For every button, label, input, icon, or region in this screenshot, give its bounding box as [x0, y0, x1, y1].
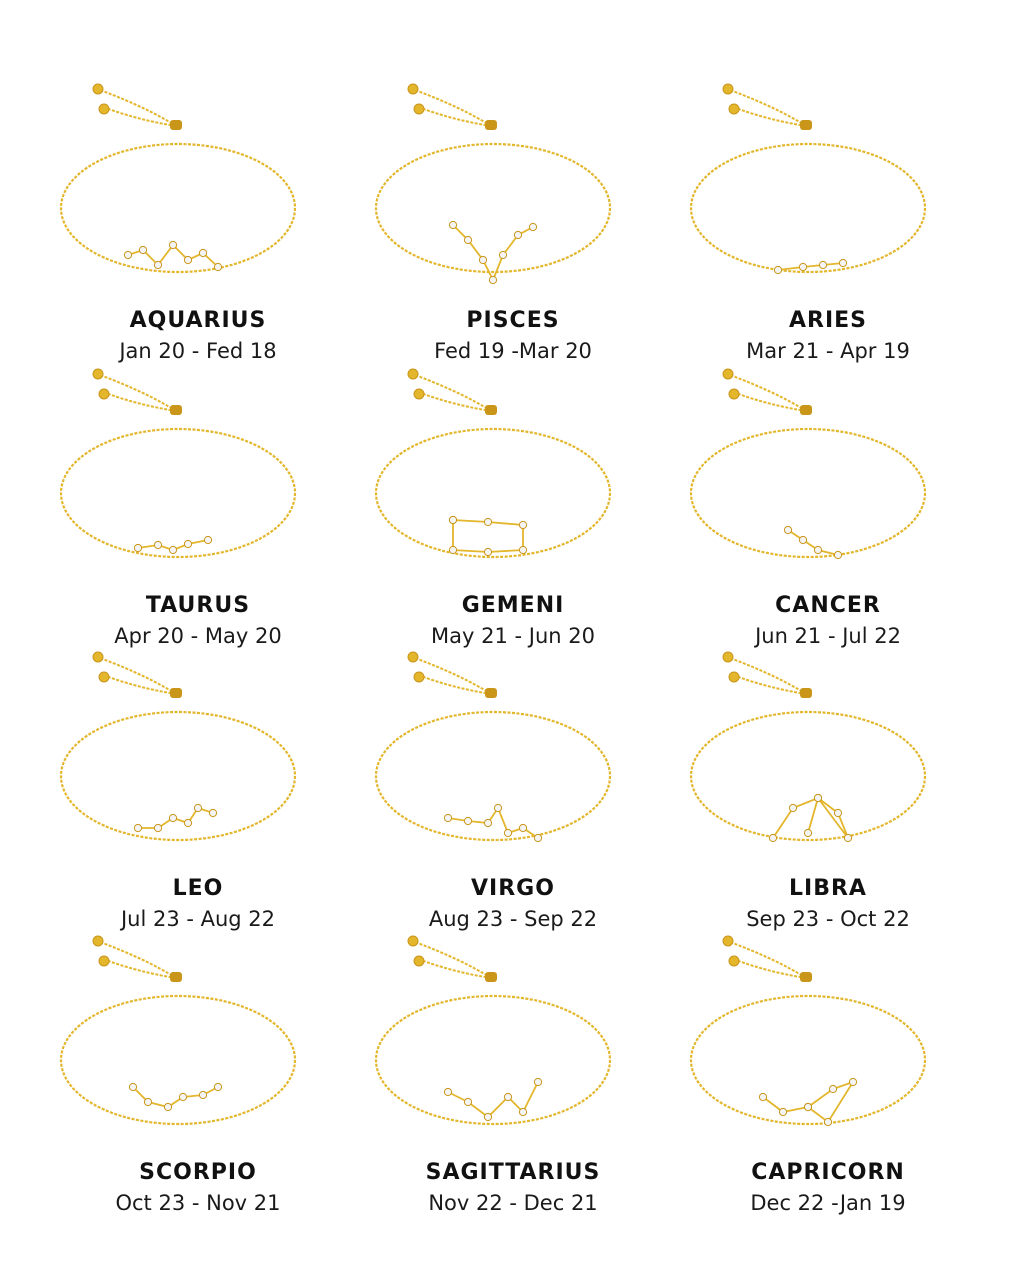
virgo-constellation-bracelet-icon — [353, 648, 673, 873]
cancer-constellation-bracelet-icon — [668, 365, 988, 590]
zodiac-card-libra[interactable] — [668, 648, 988, 933]
zodiac-card-leo[interactable] — [38, 648, 358, 933]
sign-name: SCORPIO — [139, 1160, 257, 1185]
libra-constellation-bracelet-icon — [668, 648, 988, 873]
sign-name: TAURUS — [145, 593, 251, 618]
sign-name: GEMENI — [461, 593, 565, 618]
sign-name: VIRGO — [471, 876, 555, 901]
sign-dates: Jul 23 - Aug 22 — [120, 907, 276, 931]
sign-name: ARIES — [788, 308, 868, 333]
leo-constellation-bracelet-icon — [38, 648, 358, 873]
sign-name: AQUARIUS — [129, 308, 267, 333]
zodiac-card-cancer[interactable] — [668, 365, 988, 650]
sign-name: CAPRICORN — [751, 1160, 905, 1185]
zodiac-card-aries[interactable] — [668, 80, 988, 365]
sign-name: LIBRA — [789, 876, 867, 901]
sign-name: LEO — [172, 876, 224, 901]
taurus-constellation-bracelet-icon — [38, 365, 358, 590]
aquarius-constellation-bracelet-icon — [38, 80, 358, 305]
sagittarius-constellation-bracelet-icon — [353, 932, 673, 1157]
sign-dates: Aug 23 - Sep 22 — [428, 907, 598, 931]
sign-dates: Jun 21 - Jul 22 — [755, 624, 901, 648]
sign-dates: Apr 20 - May 20 — [114, 624, 282, 648]
pisces-constellation-bracelet-icon — [353, 80, 673, 305]
zodiac-card-capricorn[interactable] — [668, 932, 988, 1217]
sign-dates: Nov 22 - Dec 21 — [428, 1191, 598, 1215]
capricorn-constellation-bracelet-icon — [668, 932, 988, 1157]
sign-dates: Jan 20 - Fed 18 — [119, 339, 277, 363]
zodiac-card-taurus[interactable] — [38, 365, 358, 650]
sign-dates: May 21 - Jun 20 — [431, 624, 595, 648]
zodiac-card-pisces[interactable] — [353, 80, 673, 365]
zodiac-card-aquarius[interactable] — [38, 80, 358, 365]
sign-name: SAGITTARIUS — [425, 1160, 601, 1185]
sign-dates: Oct 23 - Nov 21 — [115, 1191, 281, 1215]
zodiac-card-sagittarius[interactable] — [353, 932, 673, 1217]
sign-name: PISCES — [466, 308, 560, 333]
zodiac-card-gemeni[interactable] — [353, 365, 673, 650]
zodiac-card-scorpio[interactable] — [38, 932, 358, 1217]
sign-dates: Sep 23 - Oct 22 — [746, 907, 910, 931]
zodiac-card-virgo[interactable] — [353, 648, 673, 933]
aries-constellation-bracelet-icon — [668, 80, 988, 305]
sign-dates: Mar 21 - Apr 19 — [746, 339, 910, 363]
sign-name: CANCER — [775, 593, 881, 618]
sign-dates: Fed 19 -Mar 20 — [434, 339, 592, 363]
sign-dates: Dec 22 -Jan 19 — [750, 1191, 906, 1215]
scorpio-constellation-bracelet-icon — [38, 932, 358, 1157]
gemini-constellation-bracelet-icon — [353, 365, 673, 590]
